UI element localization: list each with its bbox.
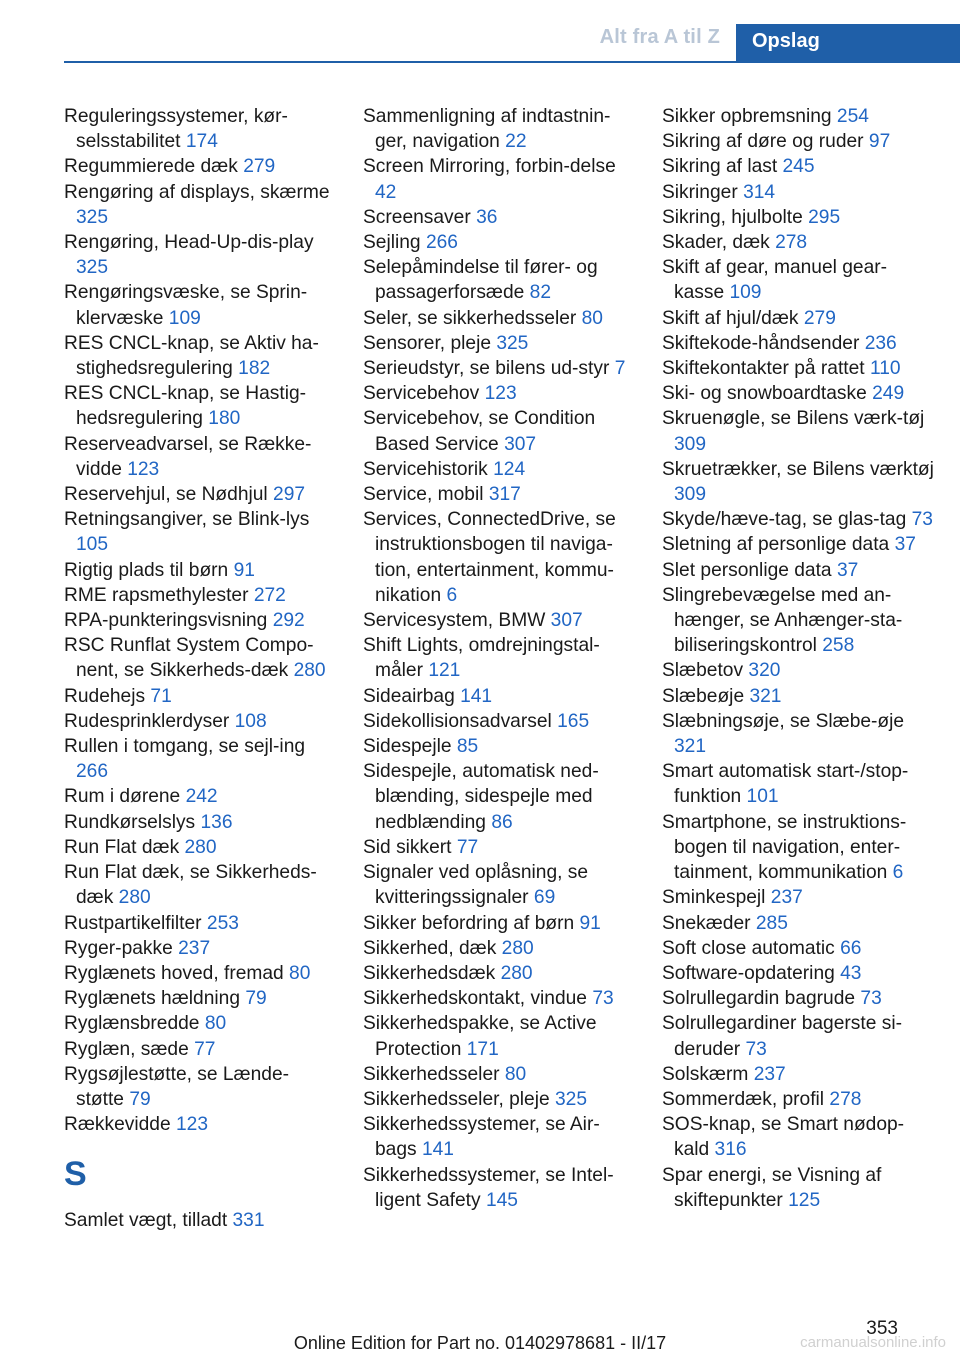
index-entry bbox=[64, 1062, 332, 1112]
index-term: RME rapsmethylester bbox=[64, 584, 249, 606]
page-link[interactable]: 37 bbox=[836, 559, 859, 581]
index-entry bbox=[662, 331, 937, 356]
page-header bbox=[0, 0, 960, 64]
index-term: Seler, se sikkerhedsseler bbox=[363, 307, 577, 329]
index-entry bbox=[64, 1037, 332, 1062]
index-term: Rullen i tomgang, se sejl-ing bbox=[64, 736, 306, 758]
index-term: Sikkerhedsdæk bbox=[363, 962, 496, 984]
index-term: Run Flat dæk, se Sikkerheds-dæk bbox=[64, 862, 317, 909]
index-entry bbox=[662, 507, 937, 532]
index-term: Sensorer, pleje bbox=[363, 332, 491, 354]
page-link[interactable]: 316 bbox=[714, 1139, 747, 1161]
index-entry bbox=[662, 759, 937, 809]
index-entry bbox=[363, 759, 631, 835]
page-link[interactable]: 79 bbox=[129, 1088, 151, 1110]
index-entry bbox=[64, 986, 332, 1011]
index-entry bbox=[662, 255, 937, 305]
index-entry bbox=[64, 280, 332, 330]
index-entry bbox=[662, 532, 937, 557]
index-entry bbox=[662, 356, 937, 381]
index-entry bbox=[662, 205, 937, 230]
index-term: Rengøring af displays, skærme bbox=[64, 181, 330, 203]
index-term: Sikker opbremsning bbox=[662, 106, 832, 127]
index-term: Sideairbag bbox=[363, 685, 455, 707]
index-term: Smartphone, se instruktions-bogen til navigation, enter-tainment, kommunikation bbox=[662, 811, 907, 884]
index-term: Sletning af personlige data bbox=[662, 534, 890, 556]
index-entry bbox=[64, 961, 332, 986]
index-term: Sikkerhedsseler, pleje bbox=[363, 1088, 550, 1110]
page-link[interactable]: 77 bbox=[456, 836, 479, 858]
page-link[interactable]: 295 bbox=[808, 206, 841, 228]
page-link[interactable]: 297 bbox=[273, 484, 306, 506]
page-link[interactable]: 43 bbox=[840, 962, 862, 984]
page-link[interactable]: 73 bbox=[745, 1038, 767, 1060]
page-link[interactable]: 182 bbox=[238, 358, 271, 380]
page-link[interactable]: 307 bbox=[550, 610, 583, 632]
index-term: Spar energi, se Visning af skiftepunkter bbox=[662, 1164, 882, 1211]
page-link[interactable]: 292 bbox=[272, 610, 305, 632]
page-link[interactable]: 237 bbox=[753, 1063, 786, 1085]
index-entry bbox=[363, 507, 631, 608]
page-link[interactable]: 69 bbox=[533, 887, 556, 909]
page-link[interactable]: 266 bbox=[425, 232, 458, 254]
index-term: Rundkørselslys bbox=[64, 811, 196, 833]
page-link[interactable]: 85 bbox=[456, 736, 479, 758]
index-entry bbox=[64, 154, 332, 179]
index-entry bbox=[662, 104, 937, 129]
index-term: Sikring, hjulbolte bbox=[662, 206, 803, 228]
index-term: Rum i dørene bbox=[64, 786, 181, 808]
index-term: Rengøring, Head-Up-dis-play bbox=[64, 232, 314, 254]
index-entry bbox=[64, 709, 332, 734]
index-entry bbox=[363, 1011, 631, 1061]
index-entry bbox=[662, 583, 937, 659]
index-entry bbox=[363, 986, 631, 1011]
page-link[interactable]: 71 bbox=[150, 685, 172, 707]
index-term: Ryglænets hældning bbox=[64, 988, 240, 1010]
page-link[interactable]: 110 bbox=[869, 358, 901, 380]
index-term: Sidespejle bbox=[363, 736, 452, 758]
index-entry bbox=[662, 1062, 937, 1087]
index-entry bbox=[363, 482, 631, 507]
index-entry bbox=[363, 835, 631, 860]
index-term: Ryglæn, sæde bbox=[64, 1038, 189, 1060]
index-term: Sikkerhedssystemer, se Intel-ligent Safety bbox=[363, 1164, 614, 1211]
page-link[interactable]: 80 bbox=[204, 1013, 227, 1035]
index-entry bbox=[363, 1112, 631, 1162]
page-link[interactable]: 237 bbox=[770, 887, 803, 909]
index-column-2 bbox=[363, 104, 631, 1213]
index-entry bbox=[662, 810, 937, 886]
index-term: RPA-punkteringsvisning bbox=[64, 610, 268, 632]
index-entry bbox=[363, 709, 631, 734]
index-entry bbox=[363, 306, 631, 331]
index-term: Skruenøgle, se Bilens værk-tøj bbox=[662, 408, 925, 430]
index-entry bbox=[64, 860, 332, 910]
index-term: Skift af hjul/dæk bbox=[662, 307, 799, 329]
index-column-1 bbox=[64, 104, 332, 1234]
index-entry bbox=[363, 633, 631, 683]
index-term: Sommerdæk, profil bbox=[662, 1088, 825, 1110]
page-link[interactable]: 325 bbox=[496, 332, 529, 354]
index-term: Regummierede dæk bbox=[64, 156, 238, 178]
page-link[interactable]: 42 bbox=[375, 181, 397, 203]
index-entry bbox=[363, 1163, 631, 1213]
page-link[interactable]: 124 bbox=[493, 458, 526, 480]
index-entry bbox=[662, 129, 937, 154]
index-entry bbox=[662, 1087, 937, 1112]
index-term: Slæbningsøje, se Slæbe-øje bbox=[662, 710, 905, 732]
index-term: RES CNCL-knap, se Hastig-hedsregulering bbox=[64, 383, 307, 430]
index-term: Sikkerhedssystemer, se Air-bags bbox=[363, 1114, 600, 1161]
index-entry bbox=[662, 558, 937, 583]
index-entry bbox=[662, 1112, 937, 1162]
index-term: Sidespejle, automatisk ned-blænding, sidespejle med nedblænding bbox=[363, 761, 599, 833]
index-term: Skift af gear, manuel gear-kasse bbox=[662, 257, 888, 304]
index-term: Skader, dæk bbox=[662, 232, 770, 254]
page-link[interactable]: 280 bbox=[500, 962, 533, 984]
index-entry bbox=[662, 709, 937, 759]
index-entry bbox=[662, 457, 937, 507]
page-link[interactable]: 141 bbox=[421, 1139, 454, 1161]
index-term: Serieudstyr, se bilens ud-styr bbox=[363, 358, 610, 380]
page-link[interactable]: 6 bbox=[446, 584, 458, 606]
index-term: Slæbeøje bbox=[662, 685, 745, 707]
page-link[interactable]: 279 bbox=[803, 307, 836, 329]
index-term: Sidekollisionsadvarsel bbox=[363, 710, 552, 732]
index-entry bbox=[662, 406, 937, 456]
page-link[interactable]: 101 bbox=[746, 786, 779, 808]
index-term: Screen Mirroring, forbin-delse bbox=[363, 156, 616, 178]
index-term: Sikring af døre og ruder bbox=[662, 131, 864, 153]
index-term: Run Flat dæk bbox=[64, 836, 180, 858]
page-link[interactable]: 80 bbox=[581, 307, 603, 329]
page-link[interactable]: 165 bbox=[557, 710, 590, 732]
page-link[interactable]: 325 bbox=[76, 206, 109, 228]
index-term: SOS-knap, se Smart nødop-kald bbox=[662, 1114, 905, 1161]
page-link[interactable]: 125 bbox=[788, 1189, 821, 1211]
index-term: RSC Runflat System Compo-nent, se Sikkerheds-dæk bbox=[64, 635, 314, 682]
index-entry bbox=[662, 306, 937, 331]
index-entry bbox=[64, 911, 332, 936]
index-entry bbox=[363, 406, 631, 456]
index-term: Rigtig plads til børn bbox=[64, 559, 229, 581]
index-term: Selepåmindelse til fører- og passagerforsæde bbox=[363, 257, 598, 304]
index-term: Servicebehov bbox=[363, 383, 480, 405]
index-term: Rækkevidde bbox=[64, 1114, 171, 1136]
page-link[interactable]: 121 bbox=[428, 660, 461, 682]
page-link[interactable]: 174 bbox=[185, 131, 218, 153]
index-term: Services, ConnectedDrive, se instruktionsbogen til naviga-tion, entertainment, kommu-nikation bbox=[363, 509, 616, 606]
page-link[interactable]: 280 bbox=[184, 836, 217, 858]
page-link[interactable]: 321 bbox=[674, 736, 707, 758]
page-link[interactable]: 307 bbox=[504, 433, 537, 455]
index-term: Rudesprinklerdyser bbox=[64, 710, 230, 732]
index-entry bbox=[363, 205, 631, 230]
page-link[interactable]: 280 bbox=[501, 937, 534, 959]
index-entry bbox=[662, 154, 937, 179]
index-entry bbox=[64, 1112, 332, 1137]
page-link[interactable]: 108 bbox=[234, 710, 267, 732]
page-link[interactable]: 141 bbox=[460, 685, 493, 707]
index-term: Sikringer bbox=[662, 181, 738, 203]
page-link[interactable]: 79 bbox=[245, 988, 267, 1010]
index-entry bbox=[363, 255, 631, 305]
index-term: Samlet vægt, tilladt bbox=[64, 1210, 228, 1232]
page-link[interactable]: 97 bbox=[868, 131, 891, 153]
index-term: Sikker befordring af børn bbox=[363, 912, 575, 934]
index-entry bbox=[363, 154, 631, 204]
page-link[interactable]: 249 bbox=[872, 383, 905, 405]
page-link[interactable]: 80 bbox=[289, 962, 311, 984]
section-title: Alt fra A til Z bbox=[599, 26, 720, 48]
page-link[interactable]: 171 bbox=[466, 1038, 499, 1060]
index-entry bbox=[363, 936, 631, 961]
page-link[interactable]: 320 bbox=[748, 660, 781, 682]
page-link[interactable]: 280 bbox=[118, 887, 151, 909]
page-link[interactable]: 66 bbox=[840, 937, 862, 959]
index-term: Skyde/hæve-tag, se glas-tag bbox=[662, 509, 907, 531]
page-link[interactable]: 6 bbox=[892, 862, 904, 884]
index-term: Sikkerhedsseler bbox=[363, 1063, 500, 1085]
index-term: Rygsøjlestøtte, se Lænde-støtte bbox=[64, 1063, 290, 1110]
index-entry bbox=[363, 911, 631, 936]
index-term: RES CNCL-knap, se Aktiv ha-stighedsregulering bbox=[64, 332, 319, 380]
page-link[interactable]: 317 bbox=[488, 484, 521, 506]
index-entry bbox=[64, 1011, 332, 1036]
index-term: Screensaver bbox=[363, 206, 471, 228]
index-column-3 bbox=[662, 104, 937, 1213]
index-entry bbox=[64, 381, 332, 431]
index-term: Sikkerhedspakke, se Active Protection bbox=[363, 1013, 597, 1060]
index-entry bbox=[363, 457, 631, 482]
page-link[interactable]: 278 bbox=[775, 232, 808, 254]
index-term: Smart automatisk start-/stop-funktion bbox=[662, 761, 909, 808]
page-link[interactable]: 123 bbox=[176, 1114, 209, 1136]
index-term: Soft close automatic bbox=[662, 937, 835, 959]
page-link[interactable]: 123 bbox=[484, 383, 517, 405]
index-entry bbox=[64, 507, 332, 557]
index-entry bbox=[64, 608, 332, 633]
index-entry bbox=[662, 684, 937, 709]
index-term: Reserveadvarsel, se Række-vidde bbox=[64, 433, 312, 480]
index-entry bbox=[64, 734, 332, 784]
page-link[interactable]: 236 bbox=[864, 332, 897, 354]
page-link[interactable]: 109 bbox=[729, 282, 762, 304]
page-link[interactable]: 242 bbox=[185, 786, 218, 808]
page-link[interactable]: 285 bbox=[755, 912, 788, 934]
page-link[interactable]: 22 bbox=[505, 131, 527, 153]
page-link[interactable]: 105 bbox=[76, 534, 109, 556]
page-number: 353 bbox=[866, 1318, 898, 1339]
page-link[interactable]: 278 bbox=[829, 1088, 862, 1110]
index-entry bbox=[363, 684, 631, 709]
index-term: Solrullegardin bagrude bbox=[662, 988, 856, 1010]
page-link[interactable]: 279 bbox=[243, 156, 276, 178]
index-term: Servicebehov, se Condition Based Service bbox=[363, 408, 596, 455]
index-entry bbox=[662, 986, 937, 1011]
index-entry bbox=[64, 936, 332, 961]
index-entry bbox=[64, 558, 332, 583]
index-term: Shift Lights, omdrejningstal-måler bbox=[363, 635, 600, 682]
index-entry bbox=[64, 583, 332, 608]
page-link[interactable]: 73 bbox=[592, 988, 614, 1010]
page-link[interactable]: 86 bbox=[491, 811, 513, 833]
page-link[interactable]: 331 bbox=[232, 1210, 265, 1232]
page-link[interactable]: 280 bbox=[293, 660, 326, 682]
index-term: Sejling bbox=[363, 232, 421, 254]
index-entry bbox=[662, 180, 937, 205]
index-term: Rengøringsvæske, se Sprin-klervæske bbox=[64, 282, 308, 329]
index-entry bbox=[363, 230, 631, 255]
chapter-tab: Opslag bbox=[736, 24, 960, 62]
index-entry bbox=[363, 860, 631, 910]
index-term: Rustpartikelfilter bbox=[64, 912, 202, 934]
page-link[interactable]: 91 bbox=[233, 559, 255, 581]
page-link[interactable]: 37 bbox=[894, 534, 916, 556]
index-term: Servicesystem, BMW bbox=[363, 610, 546, 632]
page-link[interactable]: 309 bbox=[674, 433, 707, 455]
page-link[interactable]: 321 bbox=[749, 685, 782, 707]
index-entry bbox=[662, 885, 937, 910]
page-link[interactable]: 245 bbox=[782, 156, 815, 178]
page-link[interactable]: 77 bbox=[194, 1038, 216, 1060]
index-entry bbox=[64, 230, 332, 280]
index-term: Slingrebevægelse med an-hænger, se Anhænger-sta-biliseringskontrol bbox=[662, 584, 903, 657]
index-entry bbox=[662, 658, 937, 683]
page-link[interactable]: 7 bbox=[614, 358, 626, 380]
index-term: Sminkespejl bbox=[662, 887, 766, 909]
index-term: Signaler ved oplåsning, se kvitteringssignaler bbox=[363, 862, 589, 909]
index-entry bbox=[363, 381, 631, 406]
index-entry bbox=[662, 911, 937, 936]
page-link[interactable]: 80 bbox=[504, 1063, 527, 1085]
index-entry bbox=[363, 331, 631, 356]
index-term: Ski- og snowboardtaske bbox=[662, 383, 867, 405]
edition-footer: Online Edition for Part no. 01402978681 - II/17 bbox=[293, 1333, 667, 1353]
watermark: carmanualsonline.info bbox=[800, 1334, 946, 1351]
index-term: Reguleringssystemer, kør-selsstabilitet bbox=[64, 106, 288, 153]
index-entry bbox=[662, 936, 937, 961]
page-link[interactable]: 73 bbox=[911, 509, 933, 531]
index-term: Skruetrækker, se Bilens værktøj bbox=[662, 458, 934, 480]
index-entry bbox=[662, 381, 937, 406]
page-link[interactable]: 145 bbox=[485, 1189, 518, 1211]
index-entry bbox=[363, 961, 631, 986]
index-term: Sikring af last bbox=[662, 156, 778, 178]
index-entry bbox=[363, 1062, 631, 1087]
page-link[interactable]: 36 bbox=[476, 206, 498, 228]
index-entry bbox=[64, 482, 332, 507]
index-term: Snekæder bbox=[662, 912, 751, 934]
index-entry bbox=[64, 1208, 332, 1233]
index-entry bbox=[363, 734, 631, 759]
page-link[interactable]: 266 bbox=[76, 761, 109, 783]
index-entry bbox=[64, 432, 332, 482]
page-link[interactable]: 253 bbox=[206, 912, 239, 934]
page-link[interactable]: 254 bbox=[836, 106, 869, 127]
index-entry bbox=[64, 331, 332, 381]
index-entry bbox=[363, 1087, 631, 1112]
index-entry bbox=[64, 104, 332, 154]
index-entry bbox=[64, 784, 332, 809]
index-entry bbox=[662, 1011, 937, 1061]
index-term: Slet personlige data bbox=[662, 559, 832, 581]
page-link[interactable]: 258 bbox=[822, 635, 855, 657]
index-term: Solrullegardiner bagerste si-deruder bbox=[662, 1013, 902, 1060]
page-link[interactable]: 325 bbox=[76, 257, 109, 279]
page-link[interactable]: 73 bbox=[860, 988, 882, 1010]
index-term: Skiftekontakter på rattet bbox=[662, 358, 865, 380]
index-term: Ryglænsbredde bbox=[64, 1013, 200, 1035]
index-term: Ryger-pakke bbox=[64, 937, 173, 959]
page-link[interactable]: 237 bbox=[178, 937, 211, 959]
index-term: Retningsangiver, se Blink-lys bbox=[64, 509, 310, 531]
index-entry bbox=[64, 810, 332, 835]
page-link[interactable]: 136 bbox=[200, 811, 233, 833]
page-link[interactable]: 91 bbox=[579, 912, 601, 934]
index-term: Reservehjul, se Nødhjul bbox=[64, 484, 268, 506]
index-term: Skiftekode-håndsender bbox=[662, 332, 860, 354]
page-link[interactable]: 109 bbox=[168, 307, 201, 329]
index-term: Sammenligning af indtastnin-ger, navigation bbox=[363, 106, 611, 153]
index-term: Solskærm bbox=[662, 1063, 749, 1085]
index-term: Servicehistorik bbox=[363, 458, 488, 480]
index-term: Sikkerhed, dæk bbox=[363, 937, 497, 959]
page-link[interactable]: 325 bbox=[555, 1088, 588, 1110]
index-entry bbox=[64, 684, 332, 709]
index-entry bbox=[363, 356, 631, 381]
page-link[interactable]: 309 bbox=[674, 484, 707, 506]
index-term: Sikkerhedskontakt, vindue bbox=[363, 988, 587, 1010]
index-entry bbox=[64, 180, 332, 230]
page-link[interactable]: 272 bbox=[253, 584, 286, 606]
index-term: Service, mobil bbox=[363, 484, 484, 506]
index-term: Sid sikkert bbox=[363, 836, 452, 858]
index-term: Software-opdatering bbox=[662, 962, 835, 984]
index-entry bbox=[64, 835, 332, 860]
page-link[interactable]: 180 bbox=[208, 408, 241, 430]
index-term: Ryglænets hoved, fremad bbox=[64, 962, 284, 984]
index-entry bbox=[662, 1163, 937, 1213]
page-link[interactable]: 123 bbox=[127, 458, 160, 480]
index-term: Slæbetov bbox=[662, 660, 744, 682]
index-entry bbox=[662, 961, 937, 986]
header-divider bbox=[64, 61, 960, 63]
page-link[interactable]: 82 bbox=[529, 282, 552, 304]
index-term: Rudehejs bbox=[64, 685, 146, 707]
index-entry bbox=[64, 633, 332, 683]
index-entry bbox=[363, 608, 631, 633]
index-entry bbox=[662, 230, 937, 255]
page-link[interactable]: 314 bbox=[743, 181, 776, 203]
section-letter: S bbox=[64, 1155, 87, 1194]
index-entry bbox=[363, 104, 631, 154]
